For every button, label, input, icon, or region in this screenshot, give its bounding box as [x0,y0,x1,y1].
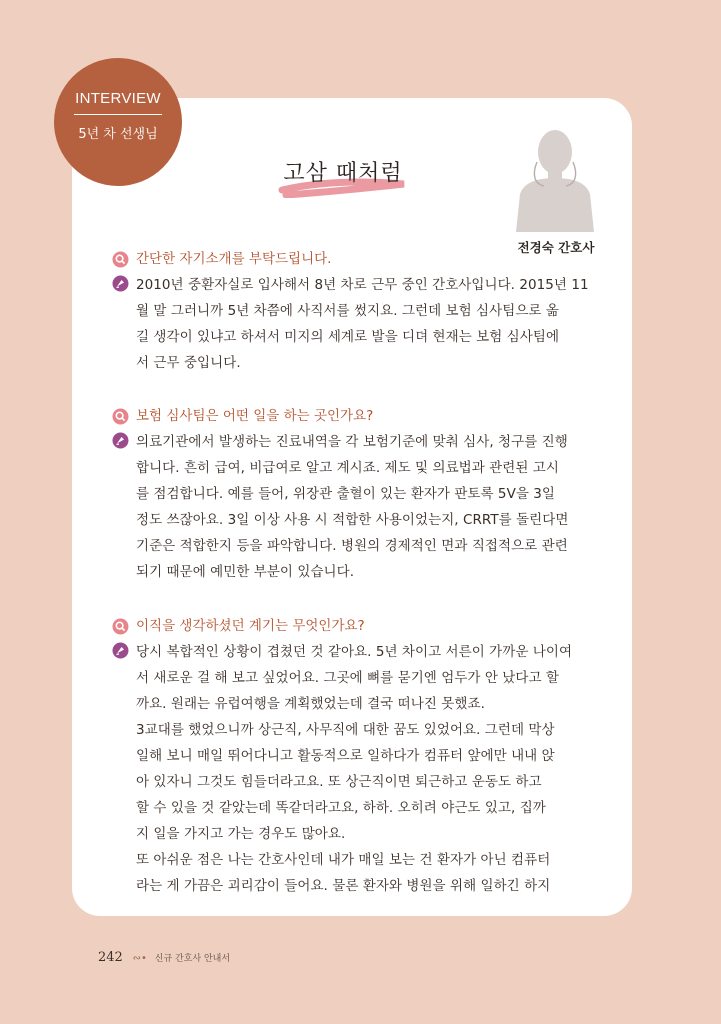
question-icon [112,618,129,635]
answer-line: 당시 복합적인 상황이 겹쳤던 것 같아요. 5년 차이고 서른이 가까운 나이여 [136,644,573,660]
question-icon [112,251,129,268]
answer-line: 지 일을 가지고 가는 경우도 많아요. [136,826,346,842]
question-text: 간단한 자기소개를 부탁드립니다. [136,251,332,267]
answer-3 [112,639,602,899]
qa-block-3 [112,615,602,899]
answer-icon [112,642,129,659]
answer-line: 서 새로운 걸 해 보고 싶었어요. 그곳에 뼈를 묻기엔 엄두가 안 났다고 할 [136,670,559,686]
interviewee-name: 전경숙 간호사 [517,240,595,255]
page-number: 242 [98,950,123,965]
page-footer [98,950,230,965]
answer-line: 서 근무 중입니다. [136,355,241,371]
answer-line: 합니다. 흔히 급여, 비급여로 알고 계시죠. 제도 및 의료법과 관련된 고시 [136,460,559,476]
answer-1 [112,272,602,376]
answer-line: 월 말 그러니까 5년 차쯤에 사직서를 썼지요. 그런데 보험 심사팀으로 옮 [136,303,559,319]
answer-line: 할 수 있을 것 같았는데 똑같더라고요, 하하. 오히려 야근도 있고, 집까 [136,800,546,816]
answer-2 [112,429,602,585]
answer-line: 기준은 적합한지 등을 파악합니다. 병원의 경제적인 면과 직접적으로 관련 [136,538,568,554]
page-title: 고삼 때처럼 [283,161,403,186]
question-text: 보험 심사팀은 어떤 일을 하는 곳인가요? [136,408,374,424]
title-block [268,156,418,200]
person-silhouette-icon [510,122,600,232]
qa-block-1 [112,248,602,376]
question-3 [112,615,602,637]
answer-line: 까요. 원래는 유럽여행을 계획했었는데 결국 떠나진 못했죠. [136,696,485,712]
answer-line: 아 있자니 그것도 힘들더라고요. 또 상근직이면 퇴근하고 운동도 하고 [136,774,542,790]
answer-line: 또 아쉬운 점은 나는 간호사인데 내가 매일 보는 건 환자가 아닌 컴퓨터 [136,852,551,868]
answer-line: 2010년 중환자실로 입사해서 8년 차로 근무 중인 간호사입니다. 2015년 11 [136,277,589,293]
answer-line: 되기 때문에 예민한 부분이 있습니다. [136,564,355,580]
question-2 [112,405,602,427]
question-text: 이직을 생각하셨던 계기는 무엇인가요? [136,618,365,634]
answer-line: 라는 게 가끔은 괴리감이 들어요. 물론 환자와 병원을 위해 일하긴 하지 [136,878,551,894]
answer-icon [112,432,129,449]
answer-line: 3교대를 했었으니까 상근직, 사무직에 대한 꿈도 있었어요. 그런데 막상 [136,722,555,738]
answer-line: 정도 쓰잖아요. 3일 이상 사용 시 적합한 사용이었는지, CRRT를 돌린다면 [136,512,569,528]
answer-icon [112,275,129,292]
question-icon [112,408,129,425]
leaf-icon: ∾• [132,953,147,964]
badge-divider [74,114,162,115]
qa-block-2 [112,405,602,585]
badge-subtitle: 5년 차 선생님 [78,127,158,142]
badge-label: INTERVIEW [75,90,161,107]
answer-line: 일해 보니 매일 뛰어다니고 활동적으로 일하다가 컴퓨터 앞에만 내내 앉 [136,748,555,764]
interview-badge [54,58,182,186]
book-title: 신규 간호사 안내서 [154,954,231,964]
answer-line: 길 생각이 있냐고 하셔서 미지의 세계로 발을 디뎌 현재는 보험 심사팀에 [136,329,560,345]
question-1 [112,248,602,270]
answer-line: 의료기관에서 발생하는 진료내역을 각 보험기준에 맞춰 심사, 청구를 진행 [136,434,568,450]
answer-line: 를 점검합니다. 예를 들어, 위장관 출혈이 있는 환자가 판토록 5V을 3일 [136,486,556,502]
